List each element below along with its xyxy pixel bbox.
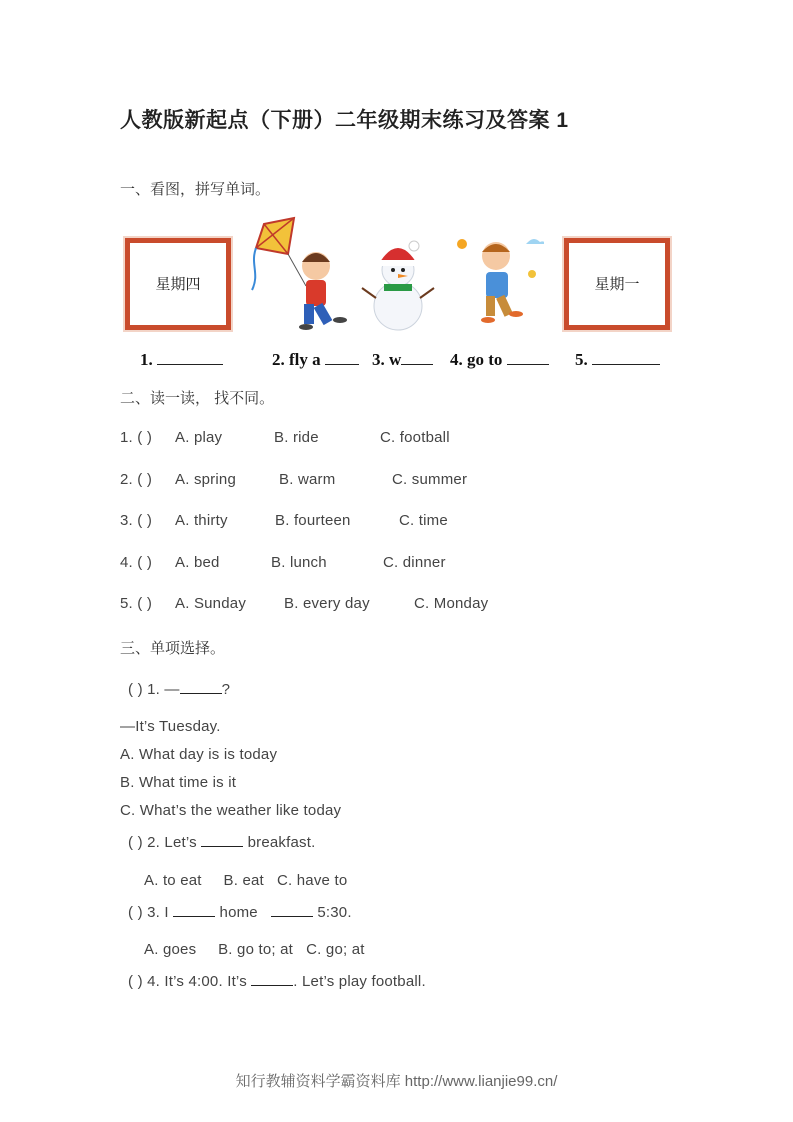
option-b: B. every day	[284, 595, 370, 612]
thursday-card	[125, 238, 231, 330]
answer-blank[interactable]	[507, 350, 549, 365]
choice-question-4: ( ) 4. It’s 4:00. It’s . Let’s play football.	[128, 973, 426, 990]
question-3-options: A. goes B. go to; at C. go; at	[144, 941, 365, 958]
page-title: 人教版新起点（下册）二年级期末练习及答案 1	[120, 109, 569, 132]
question-num: 3. ( )	[120, 512, 153, 529]
section3-heading: 三、单项选择。	[120, 640, 226, 657]
option-c: C. football	[380, 429, 450, 446]
option-c: C. time	[399, 512, 448, 529]
monday-card-text: 星期一	[594, 276, 640, 293]
option-a: A. bed	[175, 554, 220, 571]
question-1-option-a: A. What day is is today	[120, 746, 278, 763]
question-2-options: A. to eat B. eat C. have to	[144, 872, 348, 889]
section2-heading: 二、读一读， 找不同。	[120, 390, 275, 407]
option-a: A. spring	[175, 471, 236, 488]
spell-item-1: 1.	[140, 350, 223, 370]
option-a: A. Sunday	[175, 595, 247, 612]
question-1-answer: —It’s Tuesday.	[120, 718, 221, 735]
spell-item-4: 4. go to	[450, 350, 549, 370]
option-c: C. Monday	[414, 595, 489, 612]
walking-boy-image	[452, 234, 544, 332]
answer-blank[interactable]	[401, 350, 433, 365]
question-1-option-c: C. What’s the weather like today	[120, 802, 342, 819]
answer-blank[interactable]	[325, 350, 359, 365]
option-b: B. warm	[279, 471, 336, 488]
answer-blank[interactable]	[592, 350, 660, 365]
option-c: C. dinner	[383, 554, 446, 571]
option-b: B. lunch	[271, 554, 327, 571]
answer-blank[interactable]	[201, 832, 243, 847]
question-num: 1. ( )	[120, 429, 153, 446]
choice-question-2: ( ) 2. Let’s breakfast.	[128, 834, 316, 851]
spell-item-5: 5.	[575, 350, 660, 370]
answer-blank[interactable]	[251, 971, 293, 986]
question-num: 5. ( )	[120, 595, 153, 612]
spell-item-2: 2. fly a	[272, 350, 359, 370]
choice-question-1: ( ) 1. — ?	[128, 681, 231, 698]
section1-heading: 一、看图，拼写单词。	[120, 181, 271, 198]
choice-question-3: ( ) 3. I home 5:30.	[128, 904, 352, 921]
option-a: A. thirty	[175, 512, 228, 529]
thursday-card-text: 星期四	[155, 276, 201, 293]
monday-card	[564, 238, 670, 330]
snowman-image	[360, 238, 436, 334]
question-1-option-b: B. What time is it	[120, 774, 237, 791]
option-c: C. summer	[392, 471, 468, 488]
question-num: 2. ( )	[120, 471, 153, 488]
page-footer: 知行教辅资料学霸资料库 http://www.lianjie99.cn/	[235, 1073, 558, 1090]
answer-blank[interactable]	[173, 902, 215, 917]
option-b: B. fourteen	[275, 512, 351, 529]
question-num: 4. ( )	[120, 554, 153, 571]
kite-boy-image	[244, 214, 354, 336]
answer-blank[interactable]	[180, 679, 222, 694]
spell-item-3: 3. w	[372, 350, 433, 370]
answer-blank[interactable]	[271, 902, 313, 917]
option-a: A. play	[175, 429, 223, 446]
answer-blank[interactable]	[157, 350, 223, 365]
option-b: B. ride	[274, 429, 319, 446]
